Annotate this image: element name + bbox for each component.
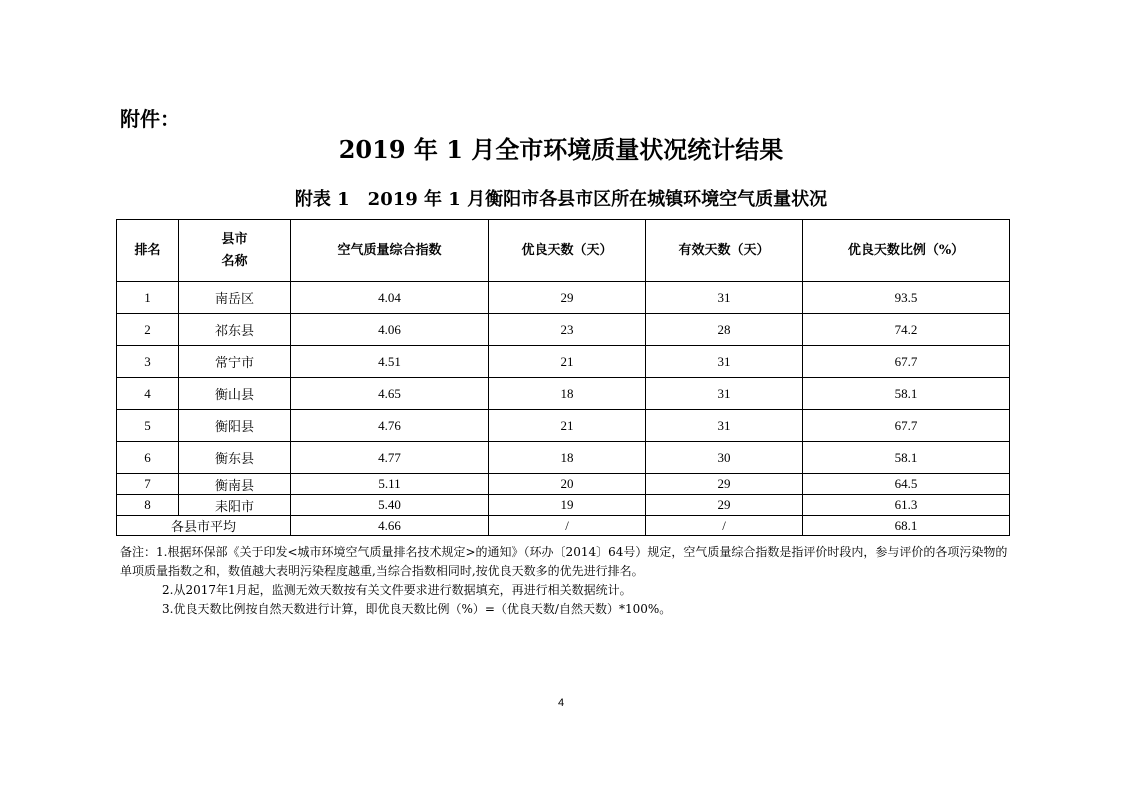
table-header xyxy=(117,220,1010,282)
cell-good-days: 21 xyxy=(489,410,646,442)
cell-good-days: 23 xyxy=(489,314,646,346)
cell-valid-days: 29 xyxy=(646,474,803,495)
cell-good-days: 29 xyxy=(489,282,646,314)
header-county xyxy=(179,220,291,282)
cell-valid-days: 31 xyxy=(646,346,803,378)
page-title: 2019 年 1 月全市环境质量状况统计结果 xyxy=(338,135,784,164)
cell-county: 南岳区 xyxy=(179,282,291,314)
header-county-line2: 名称 xyxy=(221,253,248,269)
air-quality-table xyxy=(116,219,1010,536)
cell-valid-days: 31 xyxy=(646,282,803,314)
cell-ratio: 58.1 xyxy=(803,442,1010,474)
table-caption: 附表 1 2019 年 1 月衡阳市各县市区所在城镇环境空气质量状况 xyxy=(294,189,828,210)
header-aqi: 空气质量综合指数 xyxy=(291,220,489,282)
notes-section xyxy=(120,543,1010,619)
cell-county: 耒阳市 xyxy=(179,495,291,516)
cell-valid-days: 31 xyxy=(646,378,803,410)
cell-ratio: 68.1 xyxy=(803,516,1010,536)
table-row xyxy=(117,282,1010,314)
table-row xyxy=(117,314,1010,346)
cell-aqi: 4.51 xyxy=(291,346,489,378)
header-row xyxy=(117,220,1010,282)
cell-good-days: 18 xyxy=(489,442,646,474)
cell-ratio: 93.5 xyxy=(803,282,1010,314)
cell-county: 衡阳县 xyxy=(179,410,291,442)
cell-rank: 3 xyxy=(117,346,179,378)
cell-county: 常宁市 xyxy=(179,346,291,378)
cell-valid-days: 29 xyxy=(646,495,803,516)
cell-good-days: 21 xyxy=(489,346,646,378)
cell-rank: 1 xyxy=(117,282,179,314)
table-row xyxy=(117,346,1010,378)
cell-good-days: / xyxy=(489,516,646,536)
cell-rank: 4 xyxy=(117,378,179,410)
cell-ratio: 61.3 xyxy=(803,495,1010,516)
header-ratio: 优良天数比例（%） xyxy=(803,220,1010,282)
cell-valid-days: 31 xyxy=(646,410,803,442)
cell-ratio: 64.5 xyxy=(803,474,1010,495)
average-row xyxy=(117,516,1010,536)
table-row xyxy=(117,378,1010,410)
cell-county: 祁东县 xyxy=(179,314,291,346)
cell-aqi: 5.40 xyxy=(291,495,489,516)
header-good-days: 优良天数（天） xyxy=(489,220,646,282)
cell-valid-days: / xyxy=(646,516,803,536)
cell-good-days: 19 xyxy=(489,495,646,516)
cell-county: 衡东县 xyxy=(179,442,291,474)
cell-aqi: 4.65 xyxy=(291,378,489,410)
page-number: 4 xyxy=(557,697,565,709)
table-row xyxy=(117,474,1010,495)
header-county-line1: 县市 xyxy=(221,231,248,247)
cell-ratio: 58.1 xyxy=(803,378,1010,410)
header-rank: 排名 xyxy=(117,220,179,282)
cell-county: 衡山县 xyxy=(179,378,291,410)
cell-rank: 6 xyxy=(117,442,179,474)
cell-ratio: 67.7 xyxy=(803,410,1010,442)
cell-aqi: 4.76 xyxy=(291,410,489,442)
table-row xyxy=(117,410,1010,442)
cell-average-label: 各县市平均 xyxy=(117,516,291,536)
cell-rank: 5 xyxy=(117,410,179,442)
cell-rank: 8 xyxy=(117,495,179,516)
cell-aqi: 4.04 xyxy=(291,282,489,314)
header-valid-days: 有效天数（天） xyxy=(646,220,803,282)
cell-county: 衡南县 xyxy=(179,474,291,495)
note-2: 2.从2017年1月起，监测无效天数按有关文件要求进行数据填充，再进行相关数据统计。 xyxy=(162,583,632,597)
cell-rank: 2 xyxy=(117,314,179,346)
cell-valid-days: 30 xyxy=(646,442,803,474)
cell-aqi: 5.11 xyxy=(291,474,489,495)
cell-aqi: 4.06 xyxy=(291,314,489,346)
cell-ratio: 74.2 xyxy=(803,314,1010,346)
table-body xyxy=(117,282,1010,536)
note-1: 备注：1.根据环保部《关于印发<城市环境空气质量排名技术规定>的通知》（环办〔2014〕64号）规定，空气质量综合指数是指评价时段内，参与评价的各项污染物的单项质量指数之和，数值越大表明污染程度越重,当综合指数相同时,按优良天数多的优先进行排名。 xyxy=(120,545,1008,578)
cell-aqi: 4.66 xyxy=(291,516,489,536)
attachment-label: 附件： xyxy=(120,107,180,131)
cell-valid-days: 28 xyxy=(646,314,803,346)
cell-ratio: 67.7 xyxy=(803,346,1010,378)
cell-rank: 7 xyxy=(117,474,179,495)
table-row xyxy=(117,495,1010,516)
table-row xyxy=(117,442,1010,474)
cell-aqi: 4.77 xyxy=(291,442,489,474)
cell-good-days: 20 xyxy=(489,474,646,495)
cell-good-days: 18 xyxy=(489,378,646,410)
note-3: 3.优良天数比例按自然天数进行计算，即优良天数比例（%）=（优良天数/自然天数）*100%。 xyxy=(162,602,672,616)
